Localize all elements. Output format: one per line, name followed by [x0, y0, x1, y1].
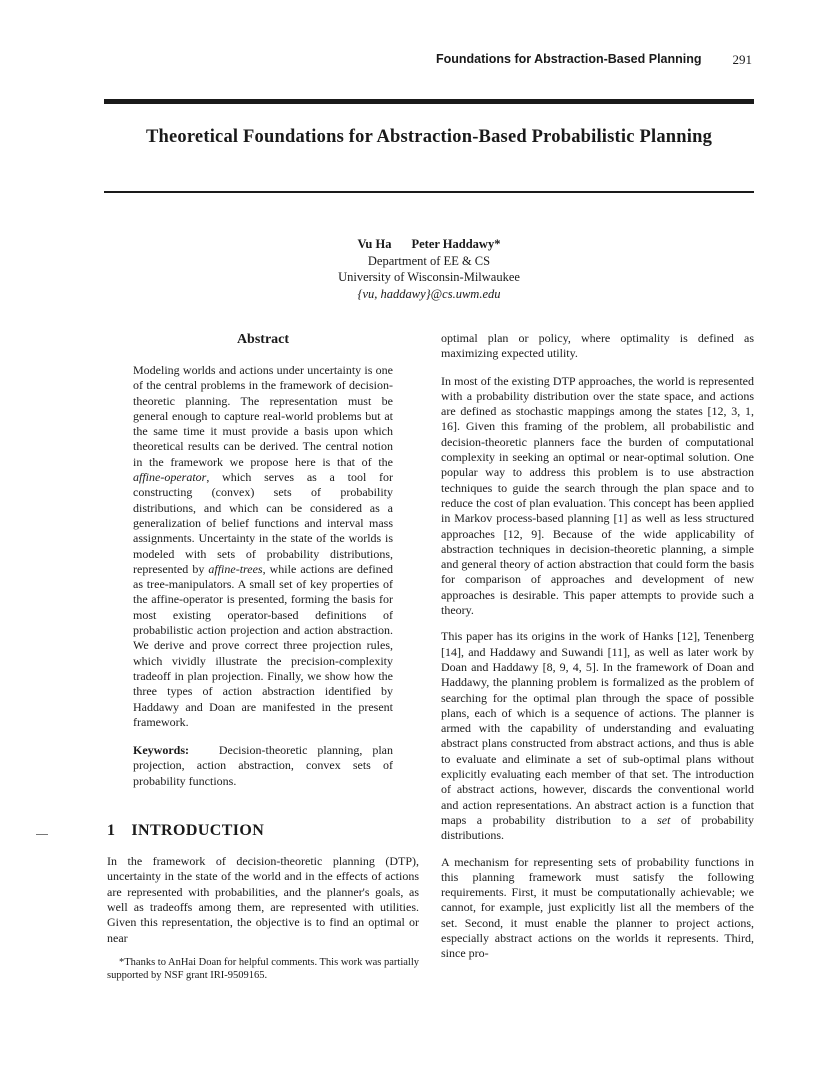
author-department: Department of EE & CS [367, 253, 491, 268]
margin-mark [36, 834, 48, 835]
abstract-text [133, 363, 393, 730]
abstract-text-part: , while actions are defined as tree-manipulators. A small set of key properties of the affine-operator is presented, forming the basis for most existing operator-based definitions of probabilistic action projection and action abstraction. We derive and prove correct three projection rules, which vividly illustrate the precision-complexity tradeoff in plan projection. Finally, we show how the three types of action abstraction identified by Haddawy and Doan are manifested in the present framework. [133, 561, 393, 729]
abstract-term-affine-operator: affine-operator [133, 470, 207, 485]
author-email: {vu, haddawy}@cs.uwm.edu [357, 286, 501, 301]
section-number: 1 [107, 822, 116, 840]
abstract-text-part: , which serves as a tool for constructing (convex) sets of probability distributions, and which can be considered as a generalization of belief functions and interval mass assignments. Uncertainty in the state of the worlds is modeled with sets of probability distributions, represented by [133, 470, 393, 576]
paper-title: Theoretical Foundations for Abstraction-Based Probabilistic Planning [145, 127, 713, 147]
body-paragraph [441, 629, 754, 843]
keywords-label: Keywords: [133, 743, 189, 758]
running-header-title: Foundations for Abstraction-Based Planning [436, 52, 702, 66]
author-name: Peter Haddawy* [411, 237, 501, 251]
abstract-term-affine-trees: affine-trees [208, 561, 263, 576]
body-paragraph: In most of the existing DTP approaches, the world is represented with a probability distribution over the state space, and actions are defined as stochastic mappings among the states [12, 3, 1, 16]. Given this framing of the problem, all probabilistic and decision-theoretic planners face the burden of computational complexity in seeking an optimal or near-optimal solution. One popular way to address this problem is to use abstraction techniques to guide the search through the plan space and to reduce the cost of plan evaluation. This concept has been applied in Markov process-based planning [1] as well as less structured approaches [12, 9]. Because of the wide applicability of abstraction techniques in decision-theoretic planning, a simple and general theory of action abstraction that could form the basis for comparison of approaches and development of new approaches is desirable. This paper attempts to provide such a theory. [441, 373, 754, 618]
author-names [104, 236, 754, 253]
body-term-set: set [657, 812, 671, 827]
left-column [107, 332, 419, 982]
section-heading-introduction [107, 822, 419, 840]
keywords [133, 743, 393, 789]
section-title: INTRODUCTION [131, 822, 265, 840]
abstract-text-part: Modeling worlds and actions under uncertainty is one of the central problems in the framework of decision-theoretic planning. The representation must be general enough to capture real-world problems but at the same time it must provide a basis upon which theoretical results can be derived. The central notion in the framework we propose here is that of the [133, 363, 393, 469]
author-block [104, 236, 754, 302]
header-rule-thick [104, 99, 754, 104]
keywords-text: Decision-theoretic planning, plan projection, action abstraction, convex sets of probability functions. [133, 743, 393, 788]
author-university: University of Wisconsin-Milwaukee [338, 270, 520, 284]
author-name: Vu Ha [357, 237, 392, 251]
page-number: 291 [732, 52, 752, 67]
right-column [441, 331, 754, 973]
body-paragraph: A mechanism for representing sets of probability functions in this planning framework must satisfy the following requirements. First, it must be computationally achievable; we cannot, for example, just explicitly list all the members of the set. Second, it must enable the planner to project actions, especially abstract actions on the worlds it represents. Third, since pro- [441, 854, 754, 961]
title-rule-thin [104, 191, 754, 193]
running-header [436, 52, 754, 70]
body-text-part: of probability distributions. [441, 812, 754, 843]
body-paragraph: optimal plan or policy, where optimality is defined as maximizing expected utility. [441, 331, 754, 361]
abstract-heading: Abstract [236, 332, 290, 347]
footnote: *Thanks to AnHai Doan for helpful comments. This work was partially supported by NSF grant IRI-9509165. [107, 956, 419, 981]
body-text-part: This paper has its origins in the work of Hanks [12], Tenenberg [14], and Haddawy and Suwandi [11], as well as later work by Doan and Haddawy [8, 9, 4, 5]. In the framework of Doan and Haddawy, the planning problem is formalized as the problem of searching for the optimal plan through the space of possible plans, each of which is a sequence of actions. The planner is armed with the capability of understanding and evaluating abstract plans constructed from abstract actions, and thus is able to evaluate and eliminate a set of sub-optimal plans without explicitly evaluating each member of that set. The introduction of abstract actions, however, discards the conventional world and action representations. An abstract action is a function that maps a probability distribution to a [441, 629, 754, 827]
intro-paragraph: In the framework of decision-theoretic planning (DTP), uncertainty in the state of the world and in the effects of actions are represented with probabilities, and the planner's goals, as well as tradeoffs among them, are represented with utilities. Given this representation, the objective is to find an optimal or near [107, 854, 419, 945]
